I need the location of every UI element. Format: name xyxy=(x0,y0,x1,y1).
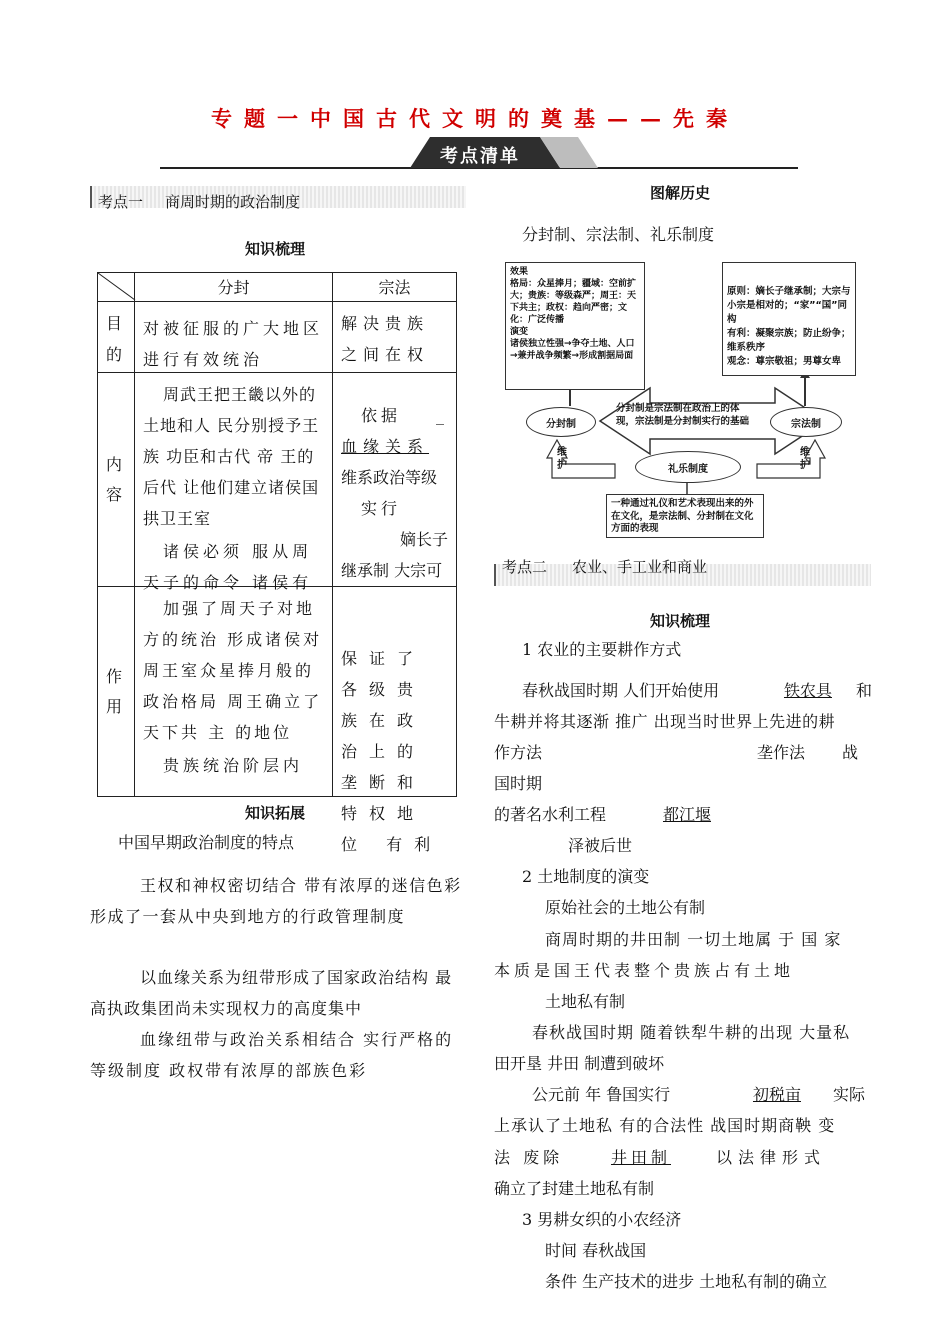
extension-paragraph-3: 血缘纽带与政治关系相结合 实行严格的等级制度 政权带有浓厚的部族色彩 xyxy=(90,1030,454,1080)
land-line-4: 土地私有制 xyxy=(545,992,626,1011)
content-fenfeng-2: 诸侯必须 服从周天子的命令 诸侯有 xyxy=(143,542,313,592)
content-fenfeng-1: 周武王把王畿以外的土地和人 民分别授予王族 功臣和古代 帝 王的后代 让他们建立诸侯国 拱卫王室 xyxy=(143,385,320,528)
diagram-liyue-box: 一种通过礼仪和艺术表现出来的外在文化，是宗法制、分封制在文化方面的表现 xyxy=(606,494,764,538)
economy-line-2: 条件 生产技术的进步 土地私有制的确立 xyxy=(545,1272,828,1291)
land-line-8: 上承认了土地私 有的合法性 战国时期商鞅 变 xyxy=(494,1116,836,1135)
effect-fenfeng: 加强了周天子对地方的统治 形成诸侯对周王室众星捧月般的政治格局 周王确立了天下共 主 的地位 xyxy=(143,599,323,742)
section2-title: 农业、手工业和商业 xyxy=(572,558,708,576)
land-line-9a: 法 废除 xyxy=(494,1148,564,1167)
extension-paragraph-2: 以血缘关系为纽带形成了国家政治结构 最高执政集团尚未实现权力的高度集中 xyxy=(90,968,453,1018)
diagram-heading: 图解历史 xyxy=(650,184,711,202)
diagram-relation-text: 分封制是宗法制在政治上的体现，宗法制是分封制实行的基础 xyxy=(616,403,750,427)
content-zongfa-succession: 继承制 大宗可 xyxy=(341,561,443,580)
agri-line-3b: 垄作法 xyxy=(757,743,806,762)
row-label-purpose: 目的 xyxy=(106,314,123,364)
land-line-7b: 实际 xyxy=(833,1085,866,1104)
diagram-node-fenfeng: 分封制 xyxy=(526,407,596,437)
section1-subheading-2: 知识拓展 xyxy=(245,804,306,822)
section2-heading-2: 2 土地制度的演变 xyxy=(522,867,650,886)
page-title: 专题一中国古代文明的奠基——先秦 xyxy=(211,106,739,131)
row-label-content: 内容 xyxy=(106,454,123,504)
content-zongfa-blood: 血缘关系 xyxy=(341,437,430,456)
economy-line-1: 时间 春秋战国 xyxy=(545,1241,647,1260)
diagram-node-zongfa: 宗法制 xyxy=(770,407,842,437)
content-zongfa-implement: 实行 xyxy=(361,499,402,518)
section1-tag: 考点一 xyxy=(98,193,144,211)
content-zongfa-eldest: 嫡长子 xyxy=(399,530,448,549)
land-line-9b: 以法律形式 xyxy=(716,1148,827,1167)
agri-line-4: 国时期 xyxy=(494,774,543,793)
agri-line-3c: 战 xyxy=(842,743,859,762)
col-header-zongfa: 宗法 xyxy=(378,278,411,297)
section2-heading-1: 1 农业的主要耕作方式 xyxy=(522,640,682,659)
agri-line-5: 的著名水利工程 xyxy=(494,805,607,824)
section1-subheading: 知识梳理 xyxy=(245,240,306,258)
section1-title: 商周时期的政治制度 xyxy=(165,193,301,211)
content-zongfa-hierarchy: 维系政治等级 xyxy=(341,468,438,487)
land-line-2: 商周时期的井田制 一切土地属 于 国 家 xyxy=(545,930,842,949)
answer-jingtianzhi: 井田制 xyxy=(610,1148,671,1167)
agri-line-2: 牛耕并将其逐渐 推广 出现当时世界上先进的耕 xyxy=(494,712,836,731)
agri-line-1a: 春秋战国时期 人们开始使用 xyxy=(522,681,720,700)
diagram-maintain-right: 维护 xyxy=(800,447,810,471)
agri-line-3a: 作方法 xyxy=(494,743,543,762)
content-zongfa-basis: 依据 xyxy=(361,406,402,425)
answer-chushuimu: 初税亩 xyxy=(752,1085,801,1104)
section2-bar-edge xyxy=(494,564,496,586)
answer-dujiangyan: 都江堰 xyxy=(662,805,711,824)
land-line-6: 田开垦 井田 制遭到破坏 xyxy=(494,1054,665,1073)
section1-bar-edge xyxy=(90,186,92,208)
section2-heading-3: 3 男耕女织的小农经济 xyxy=(522,1210,682,1229)
agri-line-6: 泽被后世 xyxy=(568,836,633,855)
land-line-5: 春秋战国时期 随着铁犁牛耕的出现 大量私 xyxy=(532,1023,851,1042)
section2-subheading: 知识梳理 xyxy=(650,612,711,630)
extension-paragraph-1: 王权和神权密切结合 带有浓厚的迷信色彩 形成了一套从中央到地方的行政管理制度 xyxy=(90,876,462,926)
politics-table: 分封 宗法 目的 对被征服的广大地区进行有效统治 解决贵族之间在权 内容 周武王把王畿以外的土地和人 民分别授予王族 功臣和古代 帝 王的后代 让他们建立诸侯国 拱卫王室 诸侯必须 服从周天子的命令 诸侯有 依据 _ 血缘关系 维系政治等级 实行 嫡长子 继承制 大宗可 作用 加强了周天子对地方的统治 形成诸侯对周王室众星捧月般的政治格局 周王确立了天下共 主 的地位 贵族统治阶层内 保证了各级贵族在政治上的垄断和特权地位 有利 xyxy=(97,272,457,797)
col-header-fenfeng: 分封 xyxy=(217,278,250,297)
row-label-effect: 作用 xyxy=(106,666,123,716)
purpose-zongfa: 解决贵族之间在权 xyxy=(341,314,430,364)
purpose-fenfeng: 对被征服的广大地区进行有效统治 xyxy=(143,319,324,369)
diagram-subtitle: 分封制、宗法制、礼乐制度 xyxy=(522,225,715,244)
land-line-7a: 公元前 年 鲁国实行 xyxy=(532,1085,671,1104)
section2-tag: 考点二 xyxy=(502,558,548,576)
land-line-10: 确立了封建土地私有制 xyxy=(494,1179,655,1198)
extension-title: 中国早期政治制度的特点 xyxy=(118,833,295,852)
land-line-1: 原始社会的土地公有制 xyxy=(545,898,706,917)
diagram-effect-box: 效果 格局：众星捧月；疆域：空前扩大；贵族：等级森严；周王：天下共主；政权：趋向严密；文化：广泛传播 演变 诸侯独立性强→争夺土地、人口→兼并战争频繁→形成割据局面 xyxy=(505,262,645,390)
land-line-3: 本质是国王代表整个贵族占有土地 xyxy=(494,961,795,980)
diagram-principle-box: 原则：嫡长子继承制；大宗与小宗是相对的；“家”“国”同构 有利：凝聚宗族；防止纷争；维系秩序 观念：尊宗敬祖；男尊女卑 xyxy=(722,262,856,376)
effect-zongfa: 保证了各级贵族在政治上的垄断和特权地位 有利 xyxy=(341,649,443,854)
diagram-node-liyue: 礼乐制度 xyxy=(635,451,741,483)
effect-fenfeng-2: 贵族统治阶层内 xyxy=(163,756,304,775)
diagram-maintain-left: 维护 xyxy=(557,447,567,471)
answer-iron-tools: 铁农具 xyxy=(783,681,832,700)
table-corner-cell xyxy=(98,273,135,302)
badge-label: 考点清单 xyxy=(440,146,520,167)
agri-line-1b: 和 xyxy=(856,681,873,700)
